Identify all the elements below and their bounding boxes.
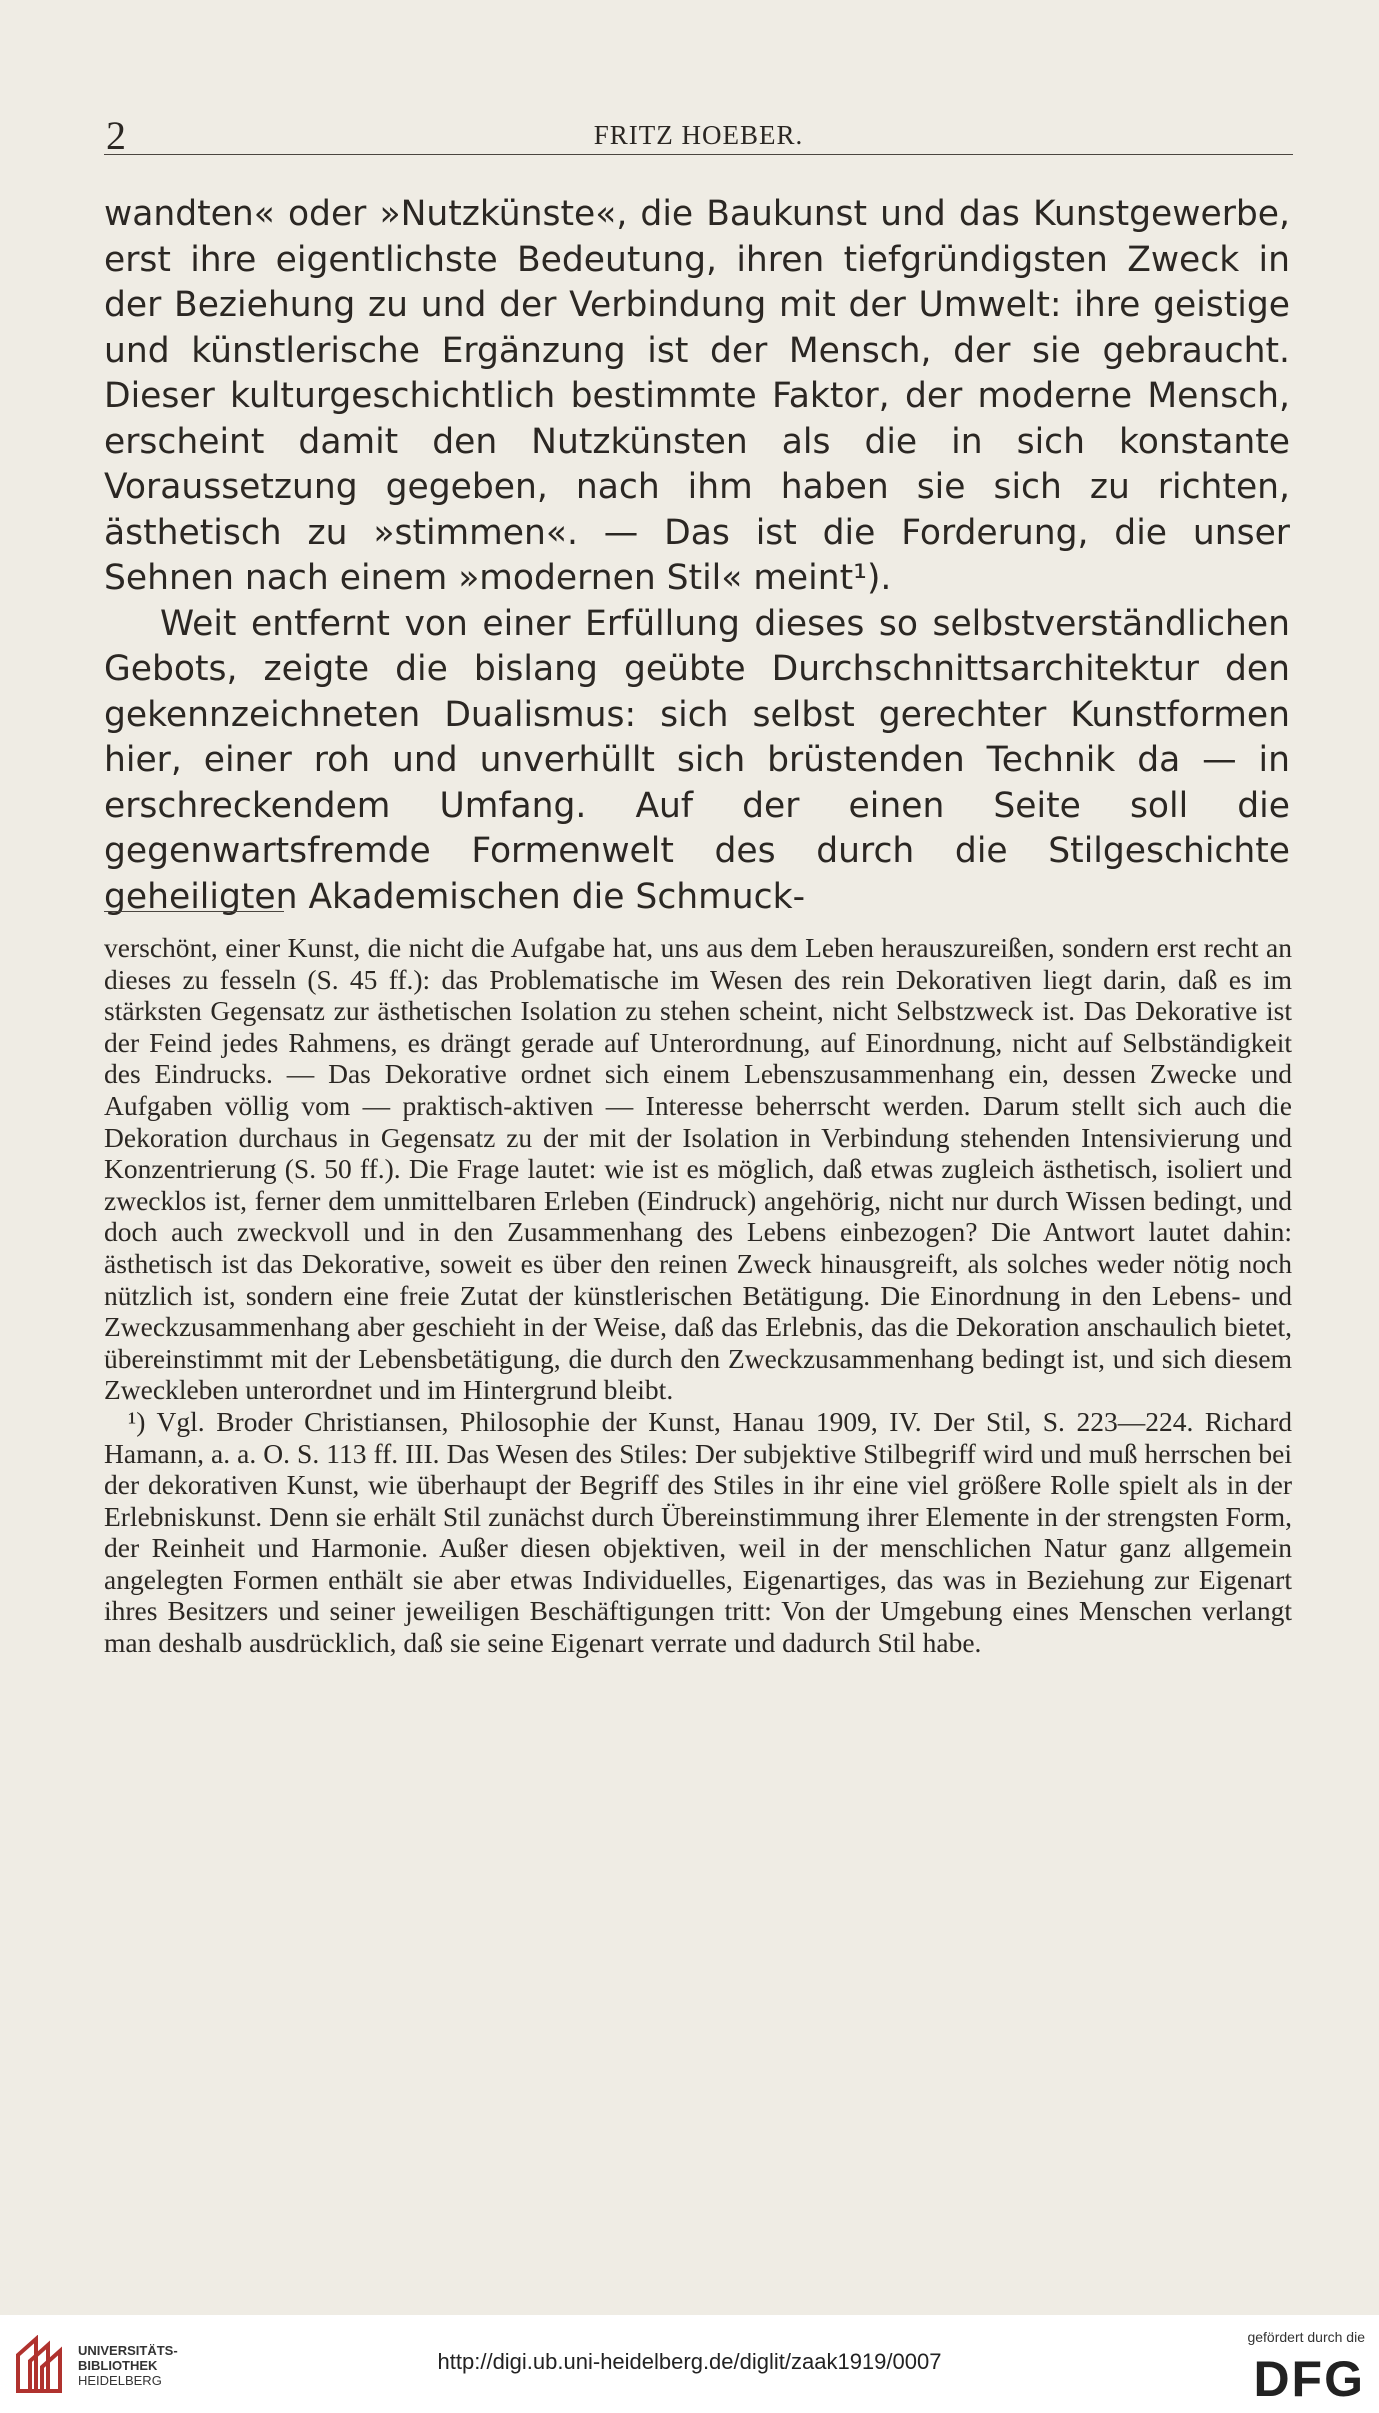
running-title: FRITZ HOEBER. bbox=[593, 120, 804, 150]
library-name-line-3: HEIDELBERG bbox=[78, 2373, 162, 2388]
dfg-logo: DFG bbox=[1253, 2351, 1365, 2407]
viewer-footer bbox=[0, 2315, 1379, 2413]
paragraph-2: Weit entfernt von einer Erfüllung dieses so selbstverständlichen Gebots, zeigte die bislang geübte Durchschnittsarchitektur den gekennzeichneten Dualismus: sich selbst gerechter Kunstformen hier, einer roh und unverhüllt sich brüstenden Technik da — in erschreckendem Umfang. Auf der einen Seite soll die gegenwartsfremde Formenwelt des durch die Stilgeschichte geheiligten Akademischen die Schmuck- bbox=[104, 603, 1290, 917]
paragraph-1: wandten« oder »Nutzkünste«, die Baukunst und das Kunstgewerbe, erst ihre eigentlichste Bedeutung, ihren tiefgründigsten Zweck in der Beziehung zu und der Verbindung mit der Umwelt: ihre geistige und künstlerische Ergänzung ist der Mensch, der sie gebraucht. Dieser kulturgeschichtlich bestimmte Faktor, der moderne Mensch, erscheint damit den Nutzkünsten als die in sich konstante Voraussetzung gegeben, nach ihm haben sie sich zu richten, ästhetisch zu »stimmen«. — Das ist die Forderung, die unser Sehnen nach einem »modernen Stil« meint¹). bbox=[104, 194, 1290, 598]
footnotes bbox=[104, 932, 1292, 1659]
footnote-rule bbox=[104, 911, 284, 912]
footnote-continuation: verschönt, einer Kunst, die nicht die Aufgabe hat, uns aus dem Leben herauszureißen, sondern erst recht an dieses zu fesseln (S. 45 ff.): das Problematische im Wesen des rein Dekorativen liegt darin, daß es im stärksten Gegensatz zur ästhetischen Isolation zu stehen scheint, nicht Selbstzweck ist. Das Dekorative ist der Feind jedes Rahmens, es drängt gerade auf Unterordnung, auf Einordnung, nicht auf Selbständigkeit des Eindrucks. — Das Dekorative ordnet sich einem Lebenszusammenhang ein, dessen Zwecke und Aufgaben völlig vom — praktisch-aktiven — Interesse beherrscht werden. Darum stellt sich auch die Dekoration durchaus in Gegensatz zu der mit der Isolation in Verbindung stehenden Intensivierung und Konzentrierung (S. 50 ff.). Die Frage lautet: wie ist es möglich, daß etwas zugleich ästhetisch, isoliert und zwecklos ist, ferner dem unmittelbaren Erleben (Eindruck) angehörig, nicht nur durch Wissen bedingt, und doch auch zweckvoll und in den Zusammenhang des Lebens einbezogen? Die Antwort lautet dahin: ästhetisch ist das Dekorative, soweit es über den reinen Zweck hinausgreift, als solches weder nötig noch nützlich ist, sondern eine freie Zutat der künstlerischen Betätigung. Die Einordnung in den Lebens- und Zweckzusammenhang aber geschieht in der Weise, daß das Erlebnis, das die Dekoration anschaulich bietet, übereinstimmt mit der Lebensbetätigung, die durch den Zweckzusammenhang bedingt ist, und sich diesem Zweckleben unterordnet und im Hintergrund bleibt. bbox=[104, 932, 1292, 1406]
main-text bbox=[104, 192, 1290, 920]
library-name-line-1: UNIVERSITÄTS- bbox=[78, 2343, 178, 2358]
library-name-line-2: BIBLIOTHEK bbox=[78, 2358, 158, 2373]
footnote-1: ¹) Vgl. Broder Christiansen, Philosophie der Kunst, Hanau 1909, IV. Der Stil, S. 223—224. Richard Hamann, a. a. O. S. 113 ff. III. Das Wesen des Stiles: Der subjektive Stilbegriff wird und muß herrschen bei der dekorativen Kunst, wie überhaupt der Begriff des Stiles in ihr eine viel größere Rolle spielt als in der Erlebniskunst. Denn sie erhält Stil zunächst durch Übereinstimmung ihrer Elemente in der strengsten Form, der Reinheit und Harmonie. Außer diesen objektiven, weil in der menschlichen Natur ganz allgemein angelegten Formen enthält sie aber etwas Individuelles, Eigenartiges, das was in Beziehung zur Eigenart ihres Besitzers und seiner jeweiligen Beschäftigungen tritt: Von der Umgebung eines Menschen verlangt man deshalb ausdrücklich, daß sie seine Eigenart verrate und dadurch Stil habe. bbox=[104, 1405, 1292, 1659]
page-number: 2 bbox=[106, 113, 126, 158]
permalink-url[interactable]: http://digi.ub.uni-heidelberg.de/diglit/zaak1919/0007 bbox=[437, 2349, 942, 2374]
funder-note: gefördert durch die bbox=[1247, 2329, 1365, 2345]
running-head bbox=[104, 110, 1293, 158]
